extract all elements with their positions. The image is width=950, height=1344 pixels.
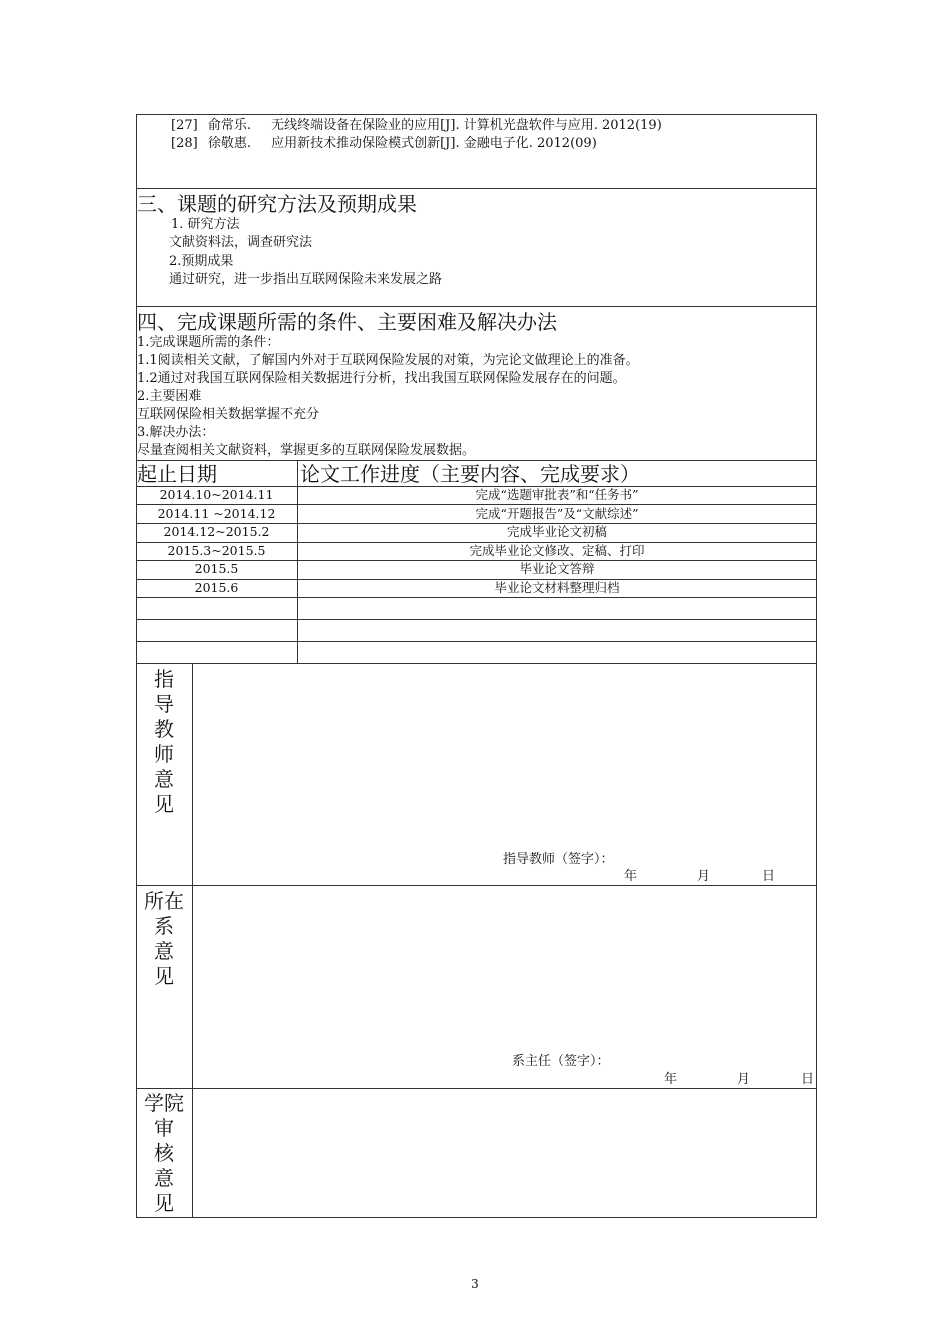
divider-department-end	[136, 1088, 817, 1089]
department-label-char: 见	[154, 964, 174, 988]
department-label	[136, 889, 192, 989]
schedule-row	[136, 505, 817, 524]
divider-advisor-end	[136, 885, 817, 886]
page-number: 3	[471, 1277, 479, 1291]
schedule-date: 2014.12~2015.2	[163, 524, 270, 539]
section4-heading: 四、完成课题所需的条件、主要困难及解决办法	[137, 310, 557, 334]
advisor-label-char: 教	[154, 717, 174, 741]
college-label-char: 学院	[144, 1091, 184, 1115]
schedule-row-line	[136, 597, 817, 598]
advisor-label-char: 意	[154, 767, 174, 791]
schedule-row	[136, 560, 817, 579]
advisor-signature-label: 指导教师（签字）：	[503, 852, 614, 867]
college-label-char: 审	[154, 1116, 174, 1140]
schedule-task: 完成“选题审批表”和“任务书”	[475, 487, 639, 502]
advisor-label-char: 导	[154, 692, 174, 716]
reference-28	[171, 135, 597, 153]
divider-references-end	[136, 188, 817, 189]
section4-line: 3.解决办法：	[137, 425, 215, 440]
section4-line: 1.1阅读相关文献，了解国内外对于互联网保险发展的对策，为完论文做理论上的准备。	[137, 353, 639, 368]
reference-author: 徐敬惠.	[207, 136, 251, 151]
schedule-row-line	[136, 619, 817, 620]
reference-title: 无线终端设备在保险业的应用[J]. 计算机光盘软件与应用. 2012(19)	[271, 118, 662, 133]
college-label-char: 核	[154, 1141, 174, 1165]
department-col-divider	[192, 885, 193, 1088]
divider-schedule-end	[136, 663, 817, 664]
college-col-divider	[192, 1088, 193, 1218]
schedule-task: 毕业论文答辩	[519, 561, 595, 576]
section3-line: 2.预期成果	[169, 254, 234, 269]
reference-num: [27]	[171, 118, 198, 133]
department-date-month: 月	[737, 1072, 751, 1087]
advisor-label-char: 师	[154, 742, 174, 766]
advisor-col-divider	[192, 663, 193, 885]
divider-section3-end	[136, 306, 817, 307]
section3-heading: 三、课题的研究方法及预期成果	[137, 192, 417, 216]
section4-line: 1.完成课题所需的条件：	[137, 335, 280, 350]
reference-author: 俞常乐.	[207, 118, 251, 133]
schedule-task: 完成“开题报告”及“文献综述”	[475, 505, 639, 521]
advisor-label-char: 见	[154, 792, 174, 816]
section4-line: 2.主要困难	[137, 389, 202, 404]
section4-line: 互联网保险相关数据掌握不充分	[137, 407, 320, 422]
schedule-task: 完成毕业论文初稿	[506, 524, 607, 539]
schedule-row	[136, 523, 817, 542]
department-label-char: 系	[154, 914, 174, 938]
schedule-col-task-header: 论文工作进度（主要内容、完成要求）	[300, 462, 640, 486]
schedule-task: 毕业论文材料整理归档	[494, 579, 620, 595]
advisor-label	[136, 667, 192, 817]
department-date-year: 年	[664, 1072, 678, 1087]
advisor-label-char: 指	[154, 667, 174, 691]
section4-line: 1.2通过对我国互联网保险相关数据进行分析，找出我国互联网保险发展存在的问题。	[137, 371, 626, 386]
schedule-date: 2014.11 ~2014.12	[157, 505, 276, 521]
advisor-date-day: 日	[762, 869, 776, 884]
department-signature-label: 系主任（签字）：	[512, 1054, 610, 1069]
schedule-row-line	[136, 641, 817, 642]
reference-title: 应用新技术推动保险模式创新[J]. 金融电子化. 2012(09)	[271, 136, 597, 151]
department-label-char: 意	[154, 939, 174, 963]
college-label	[136, 1091, 192, 1216]
section4-line: 尽量查阅相关文献资料，掌握更多的互联网保险发展数据。	[137, 443, 476, 458]
advisor-date-year: 年	[624, 869, 638, 884]
schedule-date: 2015.3~2015.5	[167, 542, 266, 558]
schedule-date: 2014.10~2014.11	[159, 487, 274, 502]
college-label-char: 意	[154, 1166, 174, 1190]
section3-line: 文献资料法，调查研究法	[169, 235, 313, 250]
advisor-date-month: 月	[697, 869, 711, 884]
schedule-row	[136, 542, 817, 561]
schedule-row	[136, 486, 817, 505]
reference-num: [28]	[171, 136, 198, 151]
reference-27	[171, 117, 662, 135]
divider-section4-end	[136, 460, 817, 461]
schedule-task: 完成毕业论文修改、定稿、打印	[469, 542, 645, 558]
college-label-char: 见	[154, 1191, 174, 1215]
schedule-col-date-header: 起止日期	[137, 462, 217, 486]
schedule-row	[136, 579, 817, 598]
schedule-date: 2015.6	[194, 579, 239, 595]
section3-line: 通过研究，进一步指出互联网保险未来发展之路	[169, 272, 443, 287]
schedule-date: 2015.5	[194, 561, 239, 576]
department-label-char: 所在	[144, 889, 184, 913]
department-date-day: 日	[801, 1072, 815, 1087]
section3-line: 1. 研究方法	[171, 217, 240, 232]
